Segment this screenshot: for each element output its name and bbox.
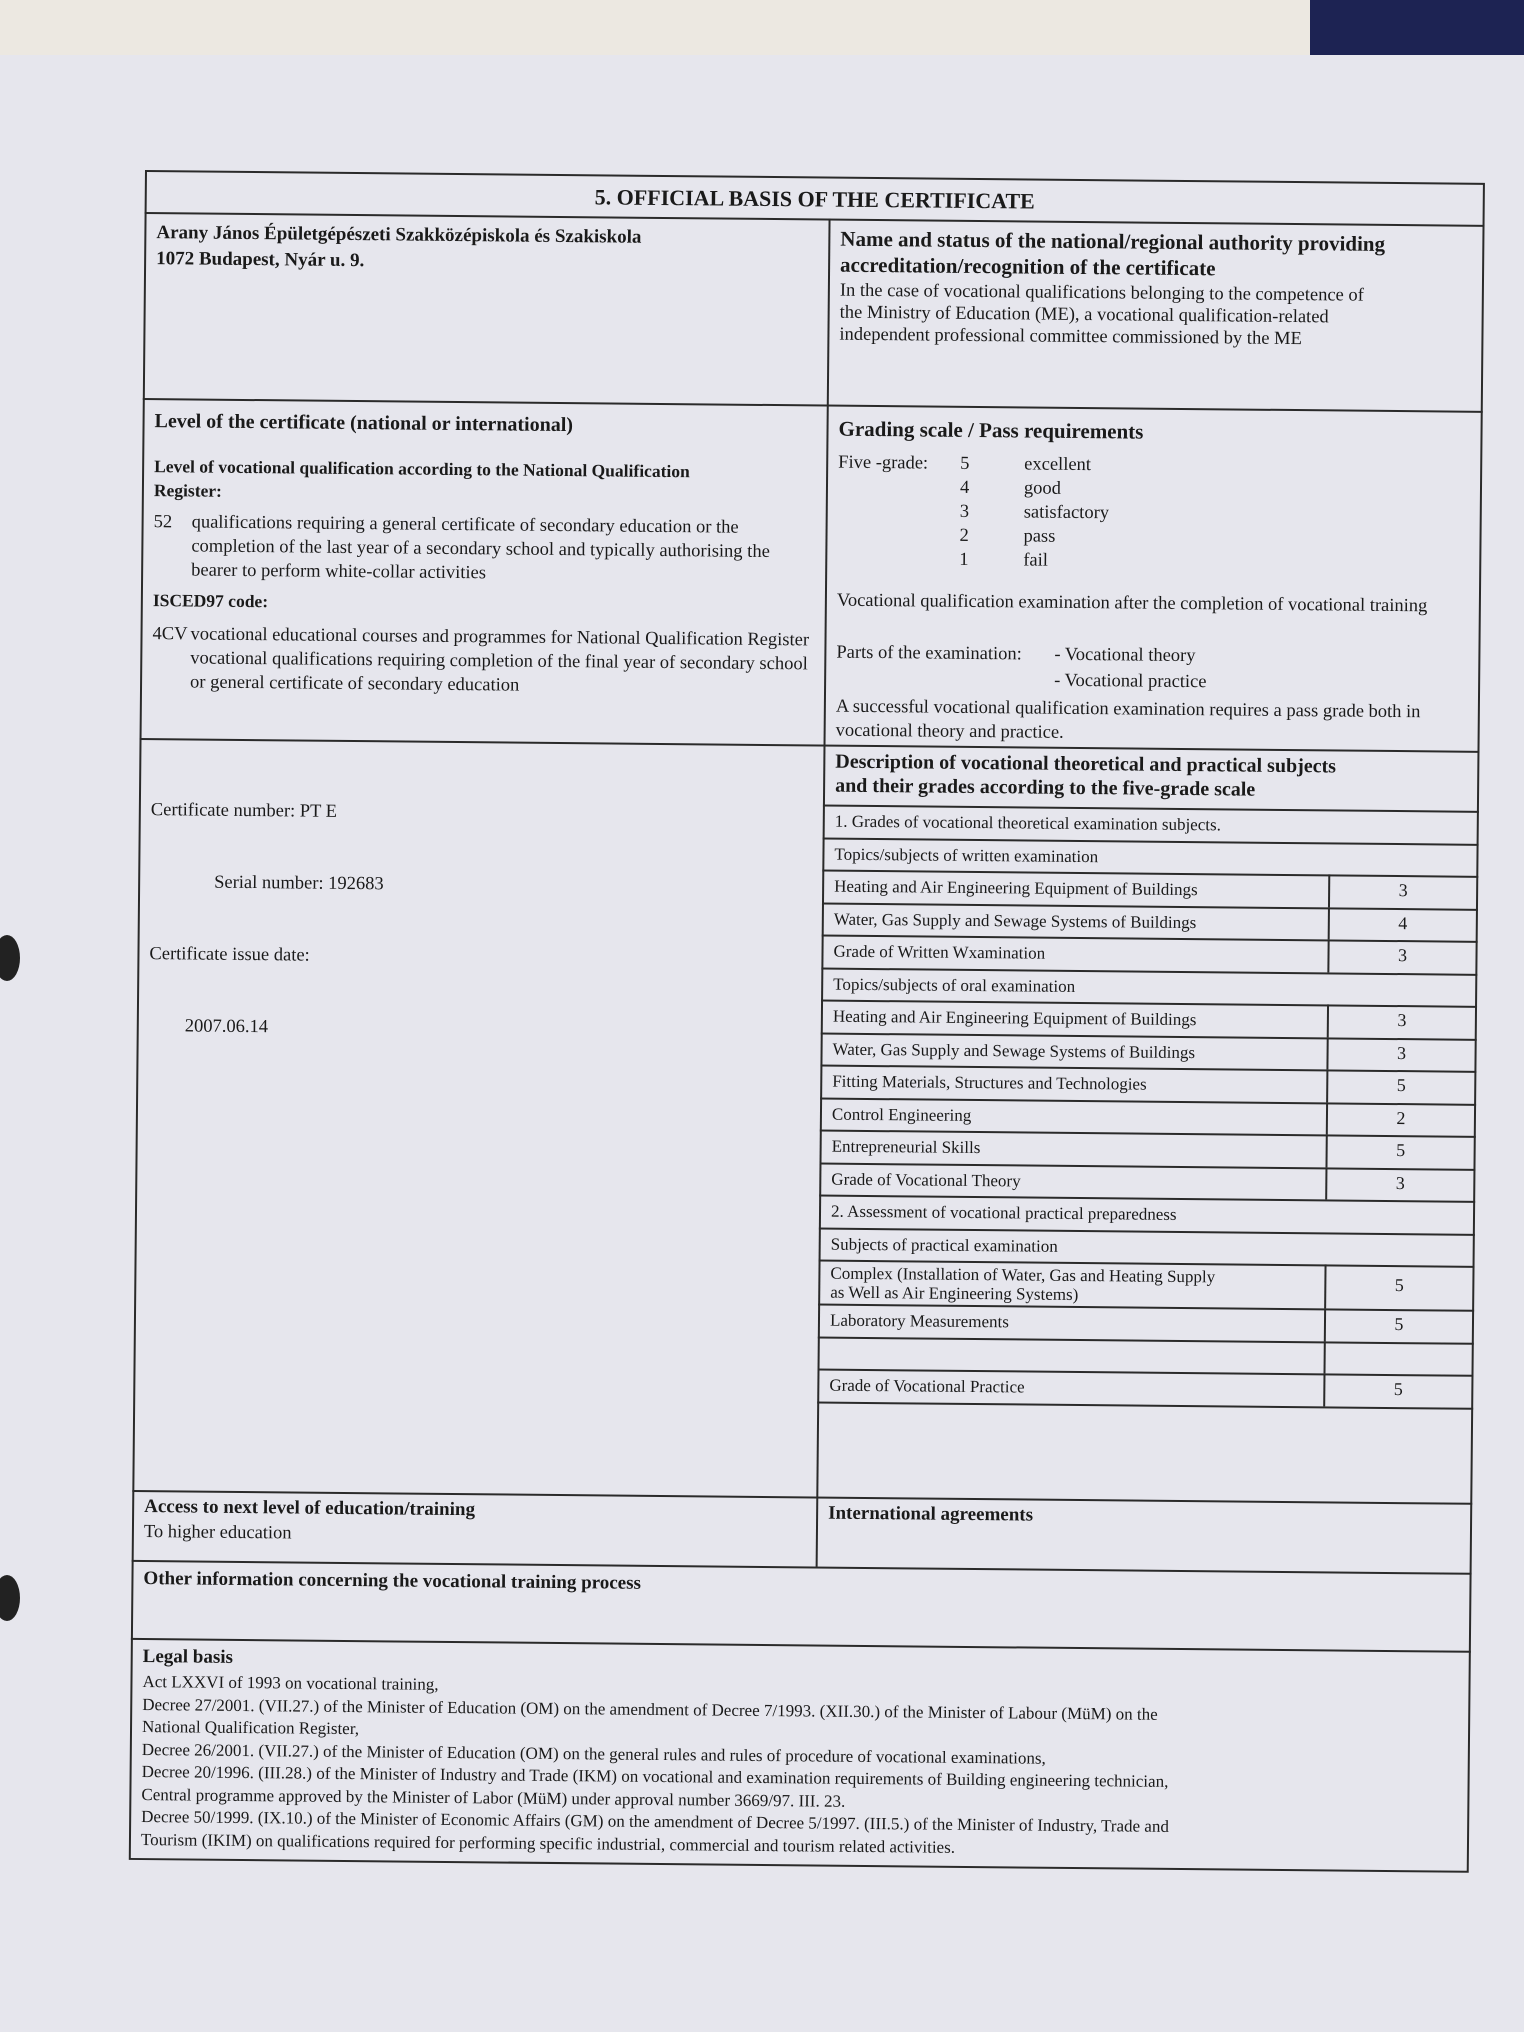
exam-description: Vocational qualification examination after the completion of vocational training — [836, 590, 1428, 617]
subject-grade: 2 — [1396, 1107, 1406, 1128]
subject-name: Fitting Materials, Structures and Technologies — [832, 1071, 1147, 1094]
certificate-number: Certificate number: PT E — [150, 800, 338, 822]
exam-parts-label: Parts of the examination: — [836, 642, 1022, 665]
grade-label: pass — [1023, 526, 1056, 547]
subjects-heading-2: and their grades according to the five-grade scale — [835, 774, 1256, 801]
grade-value: 2 — [959, 525, 969, 546]
subject-name: Heating and Air Engineering Equipment of Buildings — [834, 876, 1198, 900]
pass-requirement: A successful vocational qualification examination requires a pass grade both in vocational theory and practice. — [835, 696, 1421, 743]
nqr-heading: Level of vocational qualification according to the National Qualification — [154, 456, 690, 482]
subject-grade: 3 — [1396, 1042, 1407, 1063]
subject-name: Water, Gas Supply and Sewage Systems of Buildings — [833, 909, 1197, 932]
access-text: To higher education — [143, 1522, 292, 1544]
subject-grade: 4 — [1398, 912, 1408, 933]
legal-basis-item: Decree 50/1999. (IX.10.) of the Minister of Economic Affairs (GM) on the amendment of Decree 5/1997. (III.5.) of the Minister of Industry, Trade and — [141, 1807, 1170, 1836]
legal-heading: Legal basis — [142, 1646, 234, 1668]
subject-name: Complex (Installation of Water, Gas and Heating Supply — [830, 1263, 1216, 1287]
subject-name: Grade of Vocational Practice — [829, 1375, 1025, 1397]
other-info-heading: Other information concerning the vocational training process — [143, 1568, 642, 1594]
subject-name: Control Engineering — [831, 1104, 972, 1125]
nqr-code: 52 — [153, 512, 173, 533]
subject-name: Grade of Vocational Theory — [831, 1169, 1021, 1190]
subject-grade: 5 — [1396, 1140, 1406, 1161]
grade-label: excellent — [1024, 454, 1092, 476]
subject-grade: 3 — [1395, 1172, 1405, 1193]
level-heading: Level of the certificate (national or international) — [154, 410, 574, 437]
subject-name: Heating and Air Engineering Equipment of Buildings — [832, 1006, 1197, 1030]
subject-grade: 5 — [1396, 1075, 1406, 1096]
issuer-address: 1072 Budapest, Nyár u. 9. — [156, 248, 365, 272]
grade-value: 5 — [960, 453, 970, 474]
certificate-document — [129, 170, 1480, 1883]
issuer-name: Arany János Épületgépészeti Szakközépiskola és Szakiskola — [156, 222, 642, 248]
legal-basis-item: Central programme approved by the Minister of Labor (MüM) under approval number 3669/97. III. 23. — [141, 1784, 846, 1811]
table-section-label: Topics/subjects of written examination — [834, 844, 1099, 866]
access-heading: Access to next level of education/training — [144, 1496, 476, 1521]
grade-label: satisfactory — [1023, 502, 1110, 524]
isced-description: vocational educational courses and programmes for National Qualification Register vocational qualifications requiring completion of the final year of secondary school or general certificate of secondary education — [189, 624, 810, 696]
subject-grade: 3 — [1397, 1010, 1407, 1031]
legal-basis-item: Decree 26/2001. (VII.27.) of the Minister of Education (OM) on the general rules and rules of procedure of vocational examinations, — [141, 1739, 1046, 1768]
grading-heading: Grading scale / Pass requirements — [838, 416, 1144, 444]
international-heading: International agreements — [828, 1502, 1034, 1526]
nqr-description: qualifications requiring a general certificate of secondary education or the completion of the last year of a secondary school and typically authorising the bearer to perform white-collar activities — [191, 512, 770, 584]
serial-number: Serial number: 192683 — [214, 872, 384, 895]
legal-basis-item: Decree 27/2001. (VII.27.) of the Minister of Education (OM) on the amendment of Decree 7/1993. (XII.30.) of the Minister of Labour (MüM) on the — [142, 1694, 1158, 1724]
legal-basis-item: Tourism (IKIM) on qualifications required for performing specific industrial, commercial and tourism related activities. — [140, 1829, 956, 1857]
legal-basis-item: Act LXXVI of 1993 on vocational training, — [142, 1672, 439, 1694]
binder-hole — [0, 1575, 20, 1621]
binder-hole — [0, 935, 20, 981]
authority-heading-2: accreditation/recognition of the certificate — [840, 252, 1216, 281]
grade-value: 3 — [959, 501, 970, 522]
issue-date-label: Certificate issue date: — [149, 944, 310, 966]
subject-name-continued: as Well as Air Engineering Systems) — [830, 1282, 1079, 1305]
issue-date: 2007.06.14 — [184, 1016, 269, 1038]
grade-value: 1 — [959, 549, 969, 570]
subjects-heading: Description of vocational theoretical and practical subjects — [835, 750, 1337, 778]
subject-grade: 3 — [1398, 880, 1408, 901]
legal-basis-item: Decree 20/1996. (III.28.) of the Minister of Industry and Trade (IKM) on vocational and examination requirements of Building engineering technician, — [141, 1762, 1169, 1791]
table-section-label: Topics/subjects of oral examination — [833, 974, 1076, 996]
grade-label: good — [1023, 478, 1062, 499]
subject-name: Water, Gas Supply and Sewage Systems of Buildings — [832, 1039, 1196, 1062]
nqr-heading-2: Register: — [153, 480, 223, 501]
grade-value: 4 — [959, 477, 970, 498]
grading-label: Five -grade: — [838, 452, 929, 474]
subject-grade: 3 — [1397, 945, 1408, 966]
table-section-label: 1. Grades of vocational theoretical examination subjects. — [834, 811, 1222, 835]
subject-name: Entrepreneurial Skills — [831, 1136, 981, 1158]
exam-part-practice: - Vocational practice — [1054, 670, 1207, 693]
exam-part-theory: - Vocational theory — [1054, 644, 1196, 667]
grade-label: fail — [1023, 550, 1049, 571]
subject-grade: 5 — [1394, 1275, 1404, 1296]
authority-text: In the case of vocational qualifications belonging to the competence of — [839, 280, 1364, 306]
subject-name: Laboratory Measurements — [829, 1310, 1009, 1332]
authority-heading: Name and status of the national/regional authority providing — [840, 226, 1386, 256]
grade-column-rule — [1324, 1341, 1326, 1374]
table-section-label: 2. Assessment of vocational practical preparedness — [830, 1201, 1177, 1224]
isced-code: 4CV — [152, 624, 188, 645]
subject-grade: 5 — [1393, 1379, 1403, 1400]
subject-name: Grade of Written Wxamination — [833, 941, 1046, 963]
authority-text: the Ministry of Education (ME), a vocational qualification-related — [839, 302, 1329, 328]
table-section-label: Subjects of practical examination — [830, 1234, 1058, 1256]
isced-heading: ISCED97 code: — [152, 590, 269, 612]
subject-grade: 5 — [1394, 1314, 1404, 1335]
authority-text: independent professional committee commissioned by the ME — [839, 324, 1302, 350]
legal-basis-item: National Qualification Register, — [141, 1717, 360, 1739]
page-title: 5. OFFICIAL BASIS OF THE CERTIFICATE — [594, 184, 1035, 214]
